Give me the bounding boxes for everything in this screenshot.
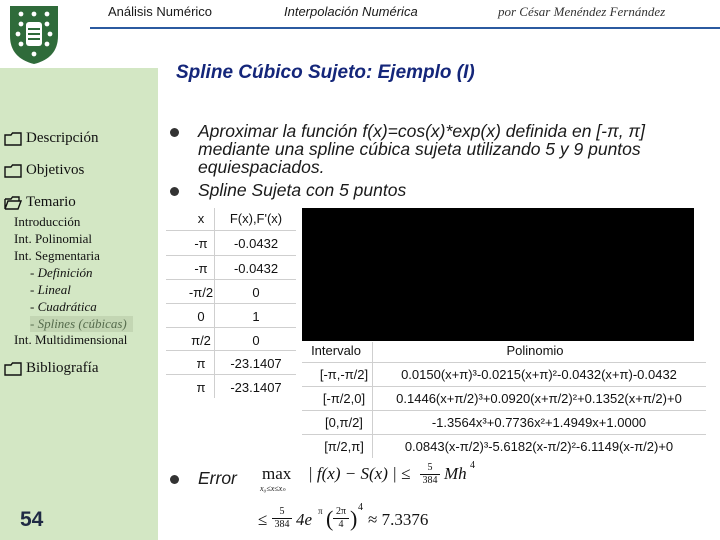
formula-body: | f(x) − S(x) | ≤: [308, 464, 411, 483]
table-divider: [214, 208, 215, 398]
bullet-spline-5-points: Spline Sujeta con 5 puntos: [198, 180, 407, 200]
formula-paren-open: (: [326, 506, 334, 531]
header-topic: Interpolación Numérica: [284, 4, 418, 19]
temario-item-segmentaria[interactable]: Int. Segmentaria: [14, 248, 100, 263]
formula-paren-den: 4: [338, 519, 344, 530]
table-divider: [372, 342, 373, 458]
header-divider: [90, 27, 720, 29]
formula-frac-den: 384: [274, 519, 290, 530]
formula-frac-num: 5: [279, 506, 285, 517]
formula-lead: ≤: [258, 510, 268, 529]
table-row-x: 0: [197, 309, 205, 324]
header-author: por César Menéndez Fernández: [498, 4, 666, 19]
sidebar-link-objetivos[interactable]: [4, 162, 84, 179]
temario-item-definicion[interactable]: - Definición: [30, 265, 93, 280]
temario-item-lineal[interactable]: - Lineal: [30, 282, 71, 297]
slide-title: Spline Cúbico Sujeto: Ejemplo (I): [176, 62, 475, 83]
spline-table-header-interval: Intervalo: [311, 343, 361, 358]
sidebar: [0, 68, 158, 540]
folder-icon: [4, 132, 22, 146]
formula-mid: 4e: [296, 510, 313, 529]
table-divider: [166, 350, 296, 351]
table-row-value: -0.0432: [233, 261, 279, 276]
table-divider: [166, 230, 296, 231]
table-row-value: -23.1407: [230, 380, 282, 395]
table-row-polynomial: 0.0843(x-π/2)³-5.6182(x-π/2)²-6.1149(x-π/2)+0: [404, 439, 674, 454]
bullet-dot: [170, 187, 179, 196]
sidebar-link-bibliografia[interactable]: [4, 360, 98, 377]
sidebar-link-label: Descripción: [26, 130, 99, 146]
error-value-formula: [258, 504, 458, 538]
table-row-x: -π: [194, 261, 208, 276]
table-row-value: -0.0432: [233, 236, 279, 251]
folder-icon: [4, 362, 22, 376]
bullet-dot: [170, 128, 179, 137]
bullet-dot: [170, 475, 179, 484]
data-table-header-fx: F(x),F'(x): [229, 211, 283, 226]
temario-item-splines-active[interactable]: - Splines (cúbicas): [30, 316, 133, 332]
bullet-error: Error: [198, 468, 237, 488]
table-divider: [166, 279, 296, 280]
formula-paren-num: 2π: [335, 506, 347, 517]
table-row-value: -23.1407: [230, 356, 282, 371]
formula-frac-num: 5: [427, 462, 433, 473]
formula-range: x₀≤x≤xₙ: [260, 484, 286, 493]
bullet-line: mediante una spline cúbica sujeta utilizando 5 y 9 puntos: [198, 139, 641, 159]
sidebar-link-descripcion[interactable]: [4, 130, 98, 147]
university-crest-logo: [6, 2, 62, 66]
table-divider: [166, 303, 296, 304]
formula-exp: 4: [470, 460, 475, 471]
page-number: 54: [20, 508, 44, 531]
table-divider: [166, 327, 296, 328]
temario-item-polinomial[interactable]: Int. Polinomial: [14, 231, 92, 246]
table-divider: [302, 434, 706, 435]
formula-tail: Mh: [444, 464, 467, 483]
formula-result: ≈ 7.3376: [368, 510, 429, 529]
table-row-value: 0: [252, 285, 260, 300]
bullet-line: Aproximar la función f(x)=cos(x)*exp(x) definida en [-π, π]: [198, 121, 646, 141]
table-row-value: 1: [252, 309, 260, 324]
data-table-header-x: x: [197, 211, 205, 226]
formula-exp2: 4: [358, 502, 363, 513]
table-divider: [302, 386, 706, 387]
table-row-interval: [-π/2,0]: [322, 391, 366, 406]
error-bound-formula: [262, 462, 492, 498]
table-row-x: π/2: [191, 333, 211, 348]
header-course-name: Análisis Numérico: [108, 4, 213, 19]
temario-item-introduccion[interactable]: Introducción: [14, 214, 81, 229]
sidebar-link-label: Objetivos: [26, 162, 85, 178]
spline-table-header-polynomial: Polinomio: [506, 343, 564, 358]
formula-frac-den: 384: [422, 475, 438, 486]
table-row-polynomial: 0.0150(x+π)³-0.0215(x+π)²-0.0432(x+π)-0.0432: [401, 367, 677, 382]
table-row-interval: [-π,-π/2]: [319, 367, 369, 382]
table-row-x: -π: [194, 236, 208, 251]
folder-icon: [4, 164, 22, 178]
plot-area: [302, 208, 694, 341]
table-row-interval: [π/2,π]: [324, 439, 364, 454]
table-row-interval: [0,π/2]: [325, 415, 363, 430]
bullet-line: equiespaciados.: [198, 157, 325, 177]
bullet-problem-statement: [198, 122, 708, 176]
table-row-x: -π/2: [188, 285, 214, 300]
table-row-polynomial: 0.1446(x+π/2)³+0.0920(x+π/2)²+0.1352(x+π/2)+0: [396, 391, 682, 406]
formula-max: max: [262, 464, 292, 483]
formula-exp1: π: [318, 506, 323, 516]
table-divider: [302, 410, 706, 411]
sidebar-link-temario[interactable]: [4, 194, 76, 211]
table-row-x: π: [196, 356, 206, 371]
table-divider: [166, 255, 296, 256]
table-row-value: 0: [252, 333, 260, 348]
table-divider: [302, 362, 706, 363]
temario-item-multidimensional[interactable]: Int. Multidimensional: [14, 332, 128, 347]
temario-item-cuadratica[interactable]: - Cuadrática: [30, 299, 97, 314]
formula-paren-close: ): [350, 506, 358, 531]
table-row-polynomial: -1.3564x³+0.7736x²+1.4949x+1.0000: [431, 415, 647, 430]
sidebar-link-label: Bibliografía: [26, 360, 99, 376]
table-row-x: π: [196, 380, 206, 395]
sidebar-link-label: Temario: [26, 194, 76, 210]
open-folder-icon: [4, 196, 22, 210]
table-divider: [166, 374, 296, 375]
